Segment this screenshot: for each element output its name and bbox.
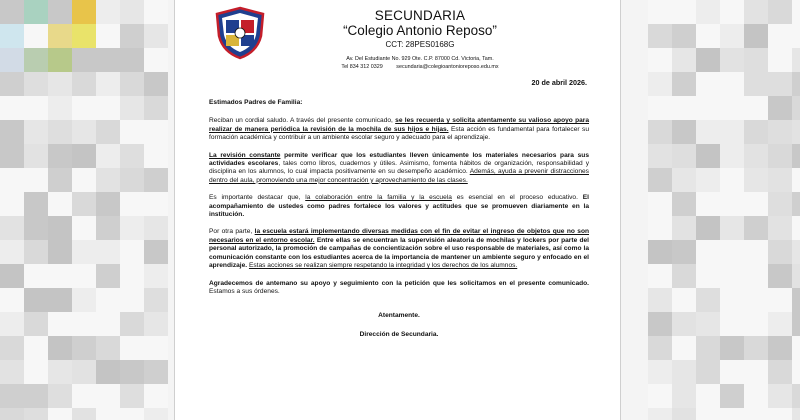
- p4-text-d: Estas acciones se realizan siempre respetando la integridad y los derechos de los alumnos.: [248, 262, 518, 270]
- background-tile: [120, 264, 144, 288]
- background-tile: [696, 288, 720, 312]
- p2-text-a: La revisión constante: [209, 151, 281, 159]
- background-tile: [696, 24, 720, 48]
- background-tile: [24, 48, 48, 72]
- background-tile: [48, 408, 72, 420]
- background-tile: [744, 96, 768, 120]
- background-tile: [24, 264, 48, 288]
- background-tile: [0, 336, 24, 360]
- background-tile: [792, 360, 800, 384]
- closing: Atentamente.: [378, 312, 420, 320]
- p5-text-a: Agradecemos de antemano su apoyo y seguimiento con la petición que les solicitamos en el presente comunicado.: [209, 279, 589, 287]
- background-tile: [744, 312, 768, 336]
- background-tile: [672, 168, 696, 192]
- background-tile: [48, 24, 72, 48]
- background-tile: [768, 312, 792, 336]
- background-tile: [768, 240, 792, 264]
- background-tile: [696, 360, 720, 384]
- background-tile: [96, 384, 120, 408]
- background-tile: [696, 144, 720, 168]
- background-tile: [792, 120, 800, 144]
- signature: Dirección de Secundaria.: [359, 330, 439, 338]
- p3-text-b: la colaboración entre la familia y la escuela: [305, 194, 452, 202]
- background-tile: [768, 264, 792, 288]
- background-tile: [144, 144, 168, 168]
- background-tile: [120, 24, 144, 48]
- background-tile: [792, 144, 800, 168]
- p4-text-a: Por otra parte,: [209, 228, 255, 236]
- background-tile: [120, 192, 144, 216]
- letter-body: [209, 99, 589, 339]
- background-tile: [96, 312, 120, 336]
- background-tile: [792, 48, 800, 72]
- background-tile: [0, 48, 24, 72]
- background-tile: [696, 216, 720, 240]
- background-tile: [24, 408, 48, 420]
- background-tile: [696, 168, 720, 192]
- background-tile: [720, 240, 744, 264]
- background-tile: [696, 192, 720, 216]
- background-tile: [672, 360, 696, 384]
- background-tile: [744, 24, 768, 48]
- background-tile: [24, 192, 48, 216]
- background-tile: [0, 144, 24, 168]
- background-tile: [648, 168, 672, 192]
- background-tile: [120, 360, 144, 384]
- background-tile: [768, 96, 792, 120]
- background-tile: [24, 0, 48, 24]
- background-tile: [144, 240, 168, 264]
- background-tile: [744, 72, 768, 96]
- paragraph-1: [209, 117, 589, 142]
- background-tile: [120, 168, 144, 192]
- background-tile: [648, 144, 672, 168]
- background-tile: [792, 240, 800, 264]
- background-tile: [0, 24, 24, 48]
- background-tile: [144, 96, 168, 120]
- p4-text-c: Entre ellas se encuentran la supervisión aleatoria de mochilas y lockers por parte del personal autorizado, la promoción de campañas de concientización sobre el uso responsable de materiales, así como la comunicación constante con los estudiantes acerca de la importancia de mantener un ambiente seguro y enfocado en el aprendizaje.: [209, 236, 589, 270]
- background-tile: [768, 48, 792, 72]
- background-tile: [144, 24, 168, 48]
- background-tile: [0, 264, 24, 288]
- background-tile: [648, 288, 672, 312]
- background-tile: [696, 240, 720, 264]
- background-tile: [696, 336, 720, 360]
- p2-text-d: Además, ayuda a prevenir distracciones dentro del aula, promoviendo una mejor concentración y aprovechamiento de las clases.: [209, 168, 589, 184]
- background-tile: [720, 24, 744, 48]
- background-tile: [120, 48, 144, 72]
- background-tile: [144, 384, 168, 408]
- background-tile: [648, 408, 672, 420]
- background-tile: [24, 360, 48, 384]
- background-tile: [720, 48, 744, 72]
- background-tile: [648, 192, 672, 216]
- background-tile: [744, 360, 768, 384]
- background-tile: [696, 384, 720, 408]
- cct-code: CCT: 28PES0168G: [385, 40, 455, 49]
- background-tile: [720, 120, 744, 144]
- paragraph-3: [209, 194, 589, 219]
- background-tile: [0, 216, 24, 240]
- background-tile: [696, 120, 720, 144]
- background-tile: [744, 264, 768, 288]
- background-tile: [72, 144, 96, 168]
- background-tile: [96, 336, 120, 360]
- background-tile: [672, 312, 696, 336]
- background-tile: [144, 216, 168, 240]
- background-tile: [0, 384, 24, 408]
- background-tile: [96, 360, 120, 384]
- background-tile: [720, 312, 744, 336]
- background-tile: [0, 192, 24, 216]
- background-tile: [48, 360, 72, 384]
- background-tile: [648, 120, 672, 144]
- background-tile: [672, 264, 696, 288]
- background-tile: [72, 336, 96, 360]
- background-tile: [768, 120, 792, 144]
- background-tile: [120, 288, 144, 312]
- background-tile: [24, 240, 48, 264]
- contact-line: [270, 63, 570, 71]
- background-tile: [24, 144, 48, 168]
- background-tile: [672, 216, 696, 240]
- background-tile: [744, 144, 768, 168]
- p1-text-a: Reciban un cordial saludo. A través del presente comunicado,: [209, 117, 396, 125]
- p1-text-b: se les recuerda y solicita atentamente su valioso apoyo para realizar de manera periódica la revisión de la mochila de sus hijos e hijas.: [209, 117, 589, 133]
- background-tile: [48, 168, 72, 192]
- background-tile: [768, 360, 792, 384]
- background-tile: [792, 192, 800, 216]
- background-tile: [144, 192, 168, 216]
- background-tile: [96, 48, 120, 72]
- background-tile: [72, 360, 96, 384]
- background-tile: [720, 384, 744, 408]
- background-tile: [696, 48, 720, 72]
- background-tile: [744, 168, 768, 192]
- background-tile: [648, 360, 672, 384]
- background-tile: [744, 336, 768, 360]
- background-tile: [792, 336, 800, 360]
- background-tile: [48, 288, 72, 312]
- p3-text-c: es esencial en el proceso educativo.: [451, 194, 583, 202]
- background-tile: [48, 264, 72, 288]
- background-tile: [672, 120, 696, 144]
- background-tile: [720, 72, 744, 96]
- letter-page: [174, 0, 621, 420]
- background-tile: [744, 48, 768, 72]
- background-tile: [48, 384, 72, 408]
- background-tile: [96, 0, 120, 24]
- background-tile: [96, 120, 120, 144]
- background-tile: [744, 216, 768, 240]
- background-tile: [720, 336, 744, 360]
- background-tile: [24, 120, 48, 144]
- background-tile: [144, 336, 168, 360]
- background-tile: [96, 72, 120, 96]
- background-tile: [648, 312, 672, 336]
- background-tile: [48, 240, 72, 264]
- background-tile: [744, 120, 768, 144]
- background-tile: [648, 48, 672, 72]
- background-tile: [792, 72, 800, 96]
- background-tile: [672, 336, 696, 360]
- school-seal-icon: [213, 6, 267, 60]
- background-tile: [48, 192, 72, 216]
- background-tile: [720, 168, 744, 192]
- background-tile: [0, 288, 24, 312]
- background-tile: [96, 240, 120, 264]
- background-tile: [648, 0, 672, 24]
- background-tile: [768, 144, 792, 168]
- background-tile: [792, 216, 800, 240]
- background-tile: [720, 408, 744, 420]
- background-tile: [648, 336, 672, 360]
- background-tile: [72, 240, 96, 264]
- background-tile: [144, 120, 168, 144]
- background-tile: [48, 48, 72, 72]
- background-tile: [768, 216, 792, 240]
- background-tile: [72, 384, 96, 408]
- background-tile: [744, 0, 768, 24]
- p5-text-b: Estamos a sus órdenes.: [209, 287, 280, 295]
- background-tile: [120, 96, 144, 120]
- background-tile: [648, 72, 672, 96]
- background-tile: [72, 408, 96, 420]
- background-tile: [744, 288, 768, 312]
- paragraph-2: [209, 152, 589, 186]
- p3-text-d: El acompañamiento de ustedes como padres fortalece los valores y actitudes que se promueven diariamente en la institución.: [209, 194, 589, 219]
- background-tile: [672, 288, 696, 312]
- background-tile: [744, 408, 768, 420]
- p2-text-b: permite verificar que los estudiantes lleven únicamente los materiales necesarios para sus actividades escolares: [209, 151, 589, 168]
- background-tile: [792, 0, 800, 24]
- background-tile: [720, 0, 744, 24]
- background-tile: [792, 288, 800, 312]
- background-tile: [792, 264, 800, 288]
- background-tile: [696, 312, 720, 336]
- background-tile: [72, 96, 96, 120]
- background-tile: [24, 72, 48, 96]
- background-tile: [672, 72, 696, 96]
- background-tile: [768, 168, 792, 192]
- background-tile: [720, 216, 744, 240]
- background-tile: [648, 216, 672, 240]
- background-tile: [648, 264, 672, 288]
- paragraph-4: [209, 228, 589, 270]
- background-tile: [48, 120, 72, 144]
- background-tile: [24, 384, 48, 408]
- background-tile: [792, 384, 800, 408]
- background-tile: [768, 336, 792, 360]
- background-tile: [672, 192, 696, 216]
- greeting: Estimados Padres de Familia:: [209, 99, 303, 106]
- background-tile: [672, 24, 696, 48]
- background-tile: [0, 120, 24, 144]
- email-address: secundaria@colegioantonioreposo.edu.mx: [396, 64, 499, 70]
- background-tile: [720, 288, 744, 312]
- background-tile: [72, 192, 96, 216]
- background-tile: [120, 144, 144, 168]
- background-tile: [672, 0, 696, 24]
- background-tile: [0, 240, 24, 264]
- background-tile: [144, 72, 168, 96]
- background-tile: [96, 264, 120, 288]
- background-tile: [72, 0, 96, 24]
- letterhead: [270, 8, 570, 71]
- background-tile: [144, 360, 168, 384]
- background-tile: [144, 288, 168, 312]
- background-tile: [0, 408, 24, 420]
- background-tile: [144, 48, 168, 72]
- background-tile: [48, 72, 72, 96]
- background-tile: [144, 408, 168, 420]
- background-tile: [0, 0, 24, 24]
- background-tile: [96, 408, 120, 420]
- background-tile: [72, 168, 96, 192]
- background-tile: [120, 384, 144, 408]
- background-tile: [696, 0, 720, 24]
- background-tile: [48, 312, 72, 336]
- background-tile: [768, 288, 792, 312]
- background-tile: [0, 312, 24, 336]
- background-tile: [144, 168, 168, 192]
- background-tile: [120, 120, 144, 144]
- background-tile: [0, 360, 24, 384]
- background-tile: [24, 312, 48, 336]
- background-tile: [144, 264, 168, 288]
- background-tile: [672, 240, 696, 264]
- background-tile: [720, 360, 744, 384]
- background-tile: [72, 120, 96, 144]
- background-tile: [96, 96, 120, 120]
- background-tile: [48, 0, 72, 24]
- school-type: SECUNDARIA: [374, 8, 466, 23]
- phone-number: Tel 834 312 0329: [341, 64, 383, 70]
- background-tile: [96, 24, 120, 48]
- background-tile: [648, 24, 672, 48]
- background-tile: [696, 408, 720, 420]
- background-tile: [672, 48, 696, 72]
- background-tile: [120, 240, 144, 264]
- background-tile: [120, 216, 144, 240]
- background-tile: [792, 408, 800, 420]
- background-tile: [720, 96, 744, 120]
- background-tile: [672, 384, 696, 408]
- background-tile: [24, 24, 48, 48]
- background-tile: [768, 72, 792, 96]
- background-tile: [696, 96, 720, 120]
- background-tile: [24, 336, 48, 360]
- background-tile: [696, 72, 720, 96]
- background-tile: [72, 312, 96, 336]
- background-tile: [120, 336, 144, 360]
- background-tile: [144, 0, 168, 24]
- background-tile: [96, 216, 120, 240]
- background-tile: [720, 264, 744, 288]
- background-tile: [648, 96, 672, 120]
- background-tile: [144, 312, 168, 336]
- background-tile: [648, 240, 672, 264]
- background-tile: [792, 312, 800, 336]
- background-tile: [672, 96, 696, 120]
- background-tile: [744, 192, 768, 216]
- background-tile: [768, 384, 792, 408]
- background-tile: [48, 216, 72, 240]
- p1-text-c: Esta acción es fundamental para fortalecer su formación académica y contribuir a un ambiente escolar seguro y adecuado para el aprendizaje.: [209, 125, 589, 142]
- background-tile: [72, 288, 96, 312]
- background-tile: [768, 0, 792, 24]
- background-tile: [72, 264, 96, 288]
- background-tile: [744, 240, 768, 264]
- background-tile: [672, 144, 696, 168]
- background-tile: [696, 264, 720, 288]
- background-tile: [24, 168, 48, 192]
- background-tile: [24, 288, 48, 312]
- p3-text-a: Es importante destacar que,: [209, 194, 306, 202]
- background-tile: [792, 96, 800, 120]
- background-tile: [0, 168, 24, 192]
- background-tile: [72, 72, 96, 96]
- background-tile: [72, 24, 96, 48]
- school-address: Av. Del Estudiante No. 929 Ote. C.P. 87000 Cd. Victoria, Tam.: [346, 56, 494, 62]
- school-name: “Colegio Antonio Reposo”: [343, 23, 497, 38]
- background-tile: [768, 192, 792, 216]
- background-tile: [0, 96, 24, 120]
- background-tile: [48, 336, 72, 360]
- background-tile: [120, 0, 144, 24]
- p4-text-b: la escuela estará implementando diversas medidas con el fin de evitar el ingreso de objetos que no son necesarios en el entorno escolar.: [209, 228, 590, 244]
- background-tile: [120, 312, 144, 336]
- background-tile: [96, 144, 120, 168]
- background-tile: [648, 384, 672, 408]
- background-tile: [72, 216, 96, 240]
- background-tile: [24, 96, 48, 120]
- background-tile: [48, 144, 72, 168]
- background-tile: [720, 144, 744, 168]
- background-tile: [768, 24, 792, 48]
- background-tile: [792, 168, 800, 192]
- letter-date: 20 de abril 2026.: [531, 78, 587, 87]
- background-tile: [0, 72, 24, 96]
- background-tile: [72, 48, 96, 72]
- p2-text-c: , tales como libros, cuadernos y útiles. Asimismo, fomenta hábitos de organización, responsabilidad y disciplina en los alumnos, lo cual impacta positivamente en su desempeño académico.: [209, 160, 589, 176]
- background-tile: [768, 408, 792, 420]
- background-tile: [792, 24, 800, 48]
- background-tile: [24, 216, 48, 240]
- background-tile: [96, 192, 120, 216]
- background-tile: [744, 384, 768, 408]
- paragraph-5: [209, 280, 589, 297]
- background-tile: [120, 408, 144, 420]
- background-tile: [96, 288, 120, 312]
- background-tile: [720, 192, 744, 216]
- background-tile: [96, 168, 120, 192]
- background-tile: [672, 408, 696, 420]
- background-tile: [48, 96, 72, 120]
- background-tile: [120, 72, 144, 96]
